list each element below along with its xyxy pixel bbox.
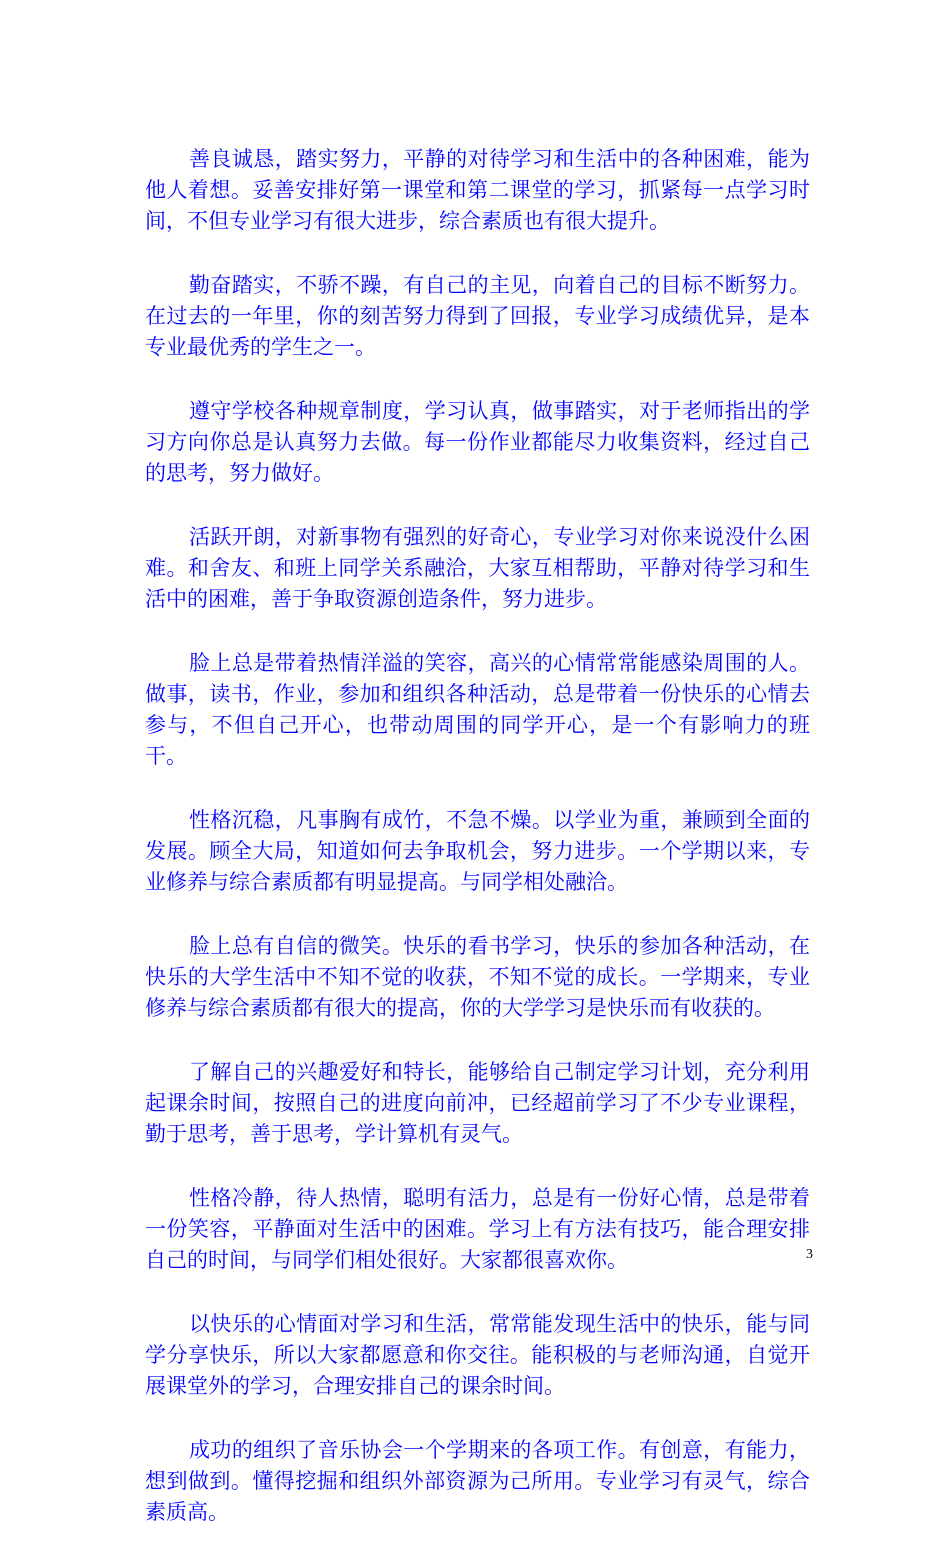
paragraph-9: 性格冷静，待人热情，聪明有活力，总是有一份好心情，总是带着一份笑容，平静面对生活中的困难。学习上有方法有技巧，能合理安排自己的时间，与同学们相处很好。大家都很喜欢你。	[145, 1186, 810, 1272]
document-body	[145, 144, 810, 1561]
paragraph-4: 活跃开朗，对新事物有强烈的好奇心，专业学习对你来说没什么困难。和舍友、和班上同学关系融洽，大家互相帮助，平静对待学习和生活中的困难，善于争取资源创造条件，努力进步。	[145, 525, 810, 611]
paragraph-1: 善良诚恳，踏实努力，平静的对待学习和生活中的各种困难，能为他人着想。妥善安排好第一课堂和第二课堂的学习，抓紧每一点学习时间，不但专业学习有很大进步，综合素质也有很大提升。	[145, 147, 810, 233]
paragraph-3: 遵守学校各种规章制度，学习认真，做事踏实，对于老师指出的学习方向你总是认真努力去做。每一份作业都能尽力收集资料，经过自己的思考，努力做好。	[145, 399, 810, 485]
paragraph-8: 了解自己的兴趣爱好和特长，能够给自己制定学习计划，充分利用起课余时间，按照自己的进度向前冲，已经超前学习了不少专业课程，勤于思考，善于思考，学计算机有灵气。	[145, 1060, 810, 1146]
paragraph-2: 勤奋踏实，不骄不躁，有自己的主见，向着自己的目标不断努力。在过去的一年里，你的刻苦努力得到了回报，专业学习成绩优异，是本专业最优秀的学生之一。	[145, 273, 810, 359]
paragraph-11: 成功的组织了音乐协会一个学期来的各项工作。有创意，有能力，想到做到。懂得挖掘和组织外部资源为己所用。专业学习有灵气，综合素质高。	[145, 1438, 810, 1524]
paragraph-7: 脸上总有自信的微笑。快乐的看书学习，快乐的参加各种活动，在快乐的大学生活中不知不觉的收获，不知不觉的成长。一学期来，专业修养与综合素质都有很大的提高，你的大学学习是快乐而有收获的。	[145, 934, 810, 1020]
page-number: 3	[806, 1247, 813, 1262]
paragraph-6: 性格沉稳，凡事胸有成竹，不急不燥。以学业为重，兼顾到全面的发展。顾全大局，知道如何去争取机会，努力进步。一个学期以来，专业修养与综合素质都有明显提高。与同学相处融洽。	[145, 808, 810, 894]
paragraph-10: 以快乐的心情面对学习和生活，常常能发现生活中的快乐，能与同学分享快乐，所以大家都愿意和你交往。能积极的与老师沟通，自觉开展课堂外的学习，合理安排自己的课余时间。	[145, 1312, 810, 1398]
paragraph-5: 脸上总是带着热情洋溢的笑容，高兴的心情常常能感染周围的人。做事，读书，作业，参加和组织各种活动，总是带着一份快乐的心情去参与，不但自己开心，也带动周围的同学开心，是一个有影响力的班干。	[145, 651, 810, 768]
